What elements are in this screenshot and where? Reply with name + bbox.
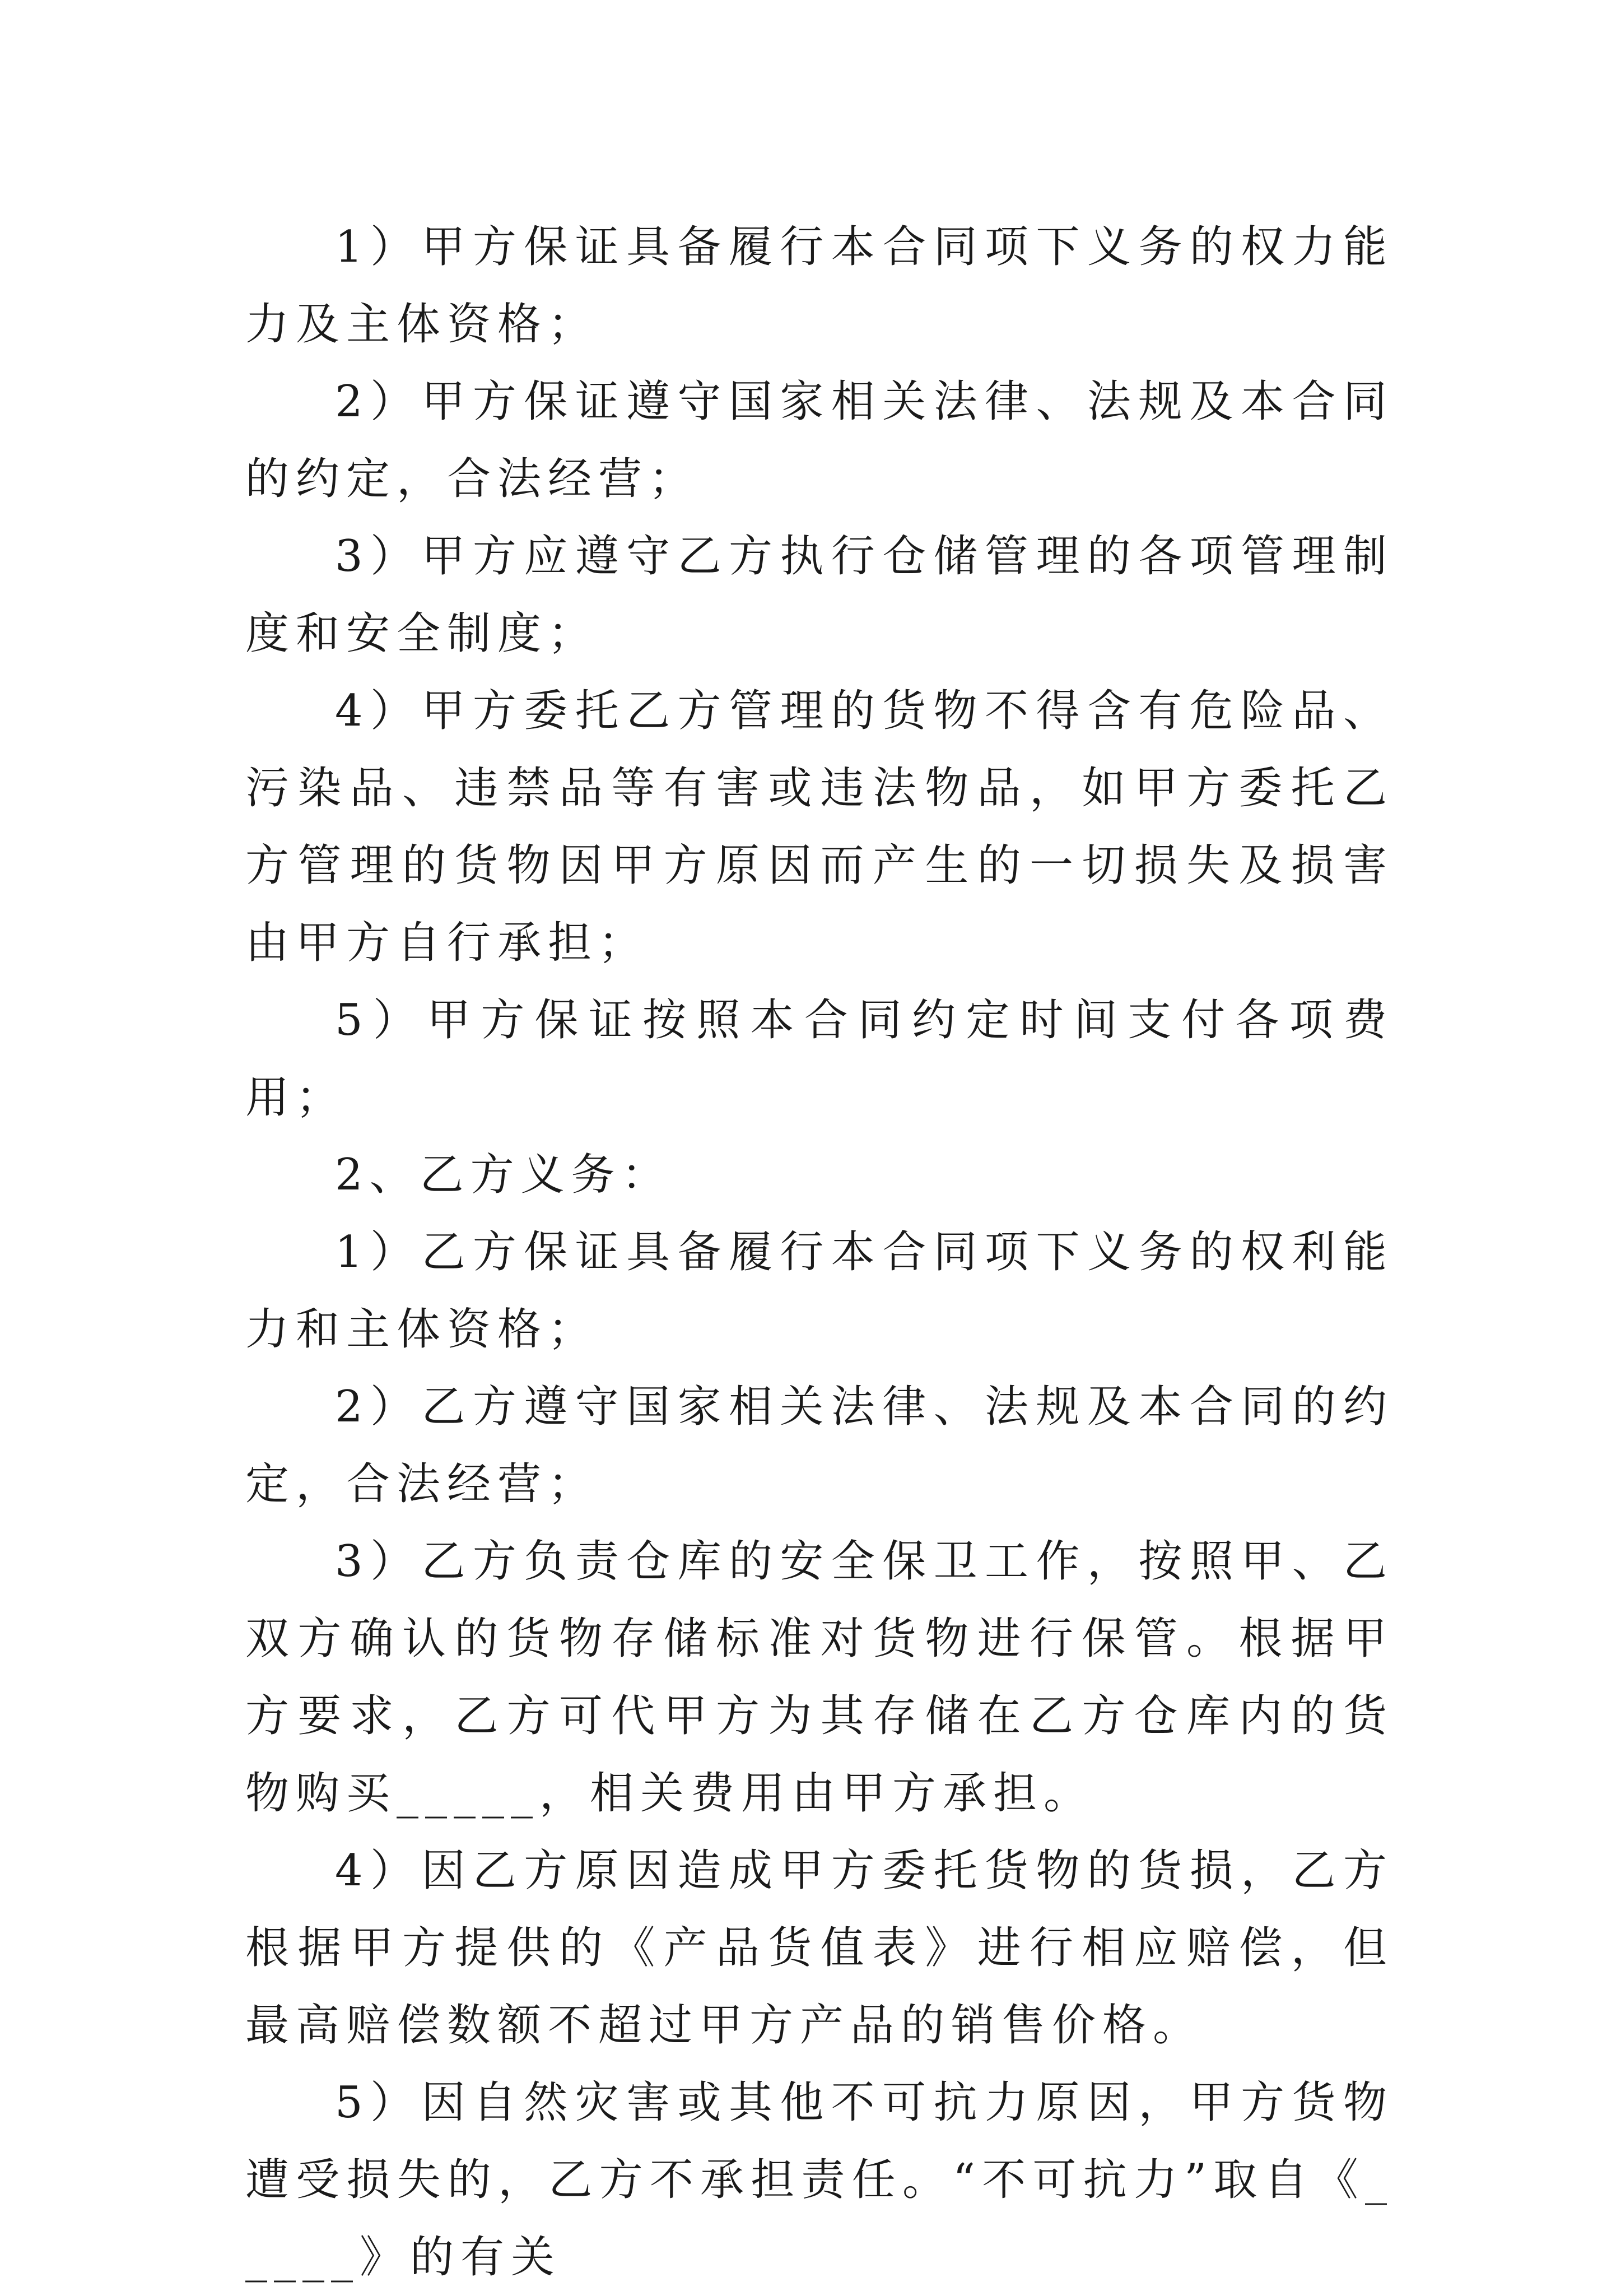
paragraph-party-b-1: 1）乙方保证具备履行本合同项下义务的权利能力和主体资格； — [245, 1227, 1394, 1355]
paragraph-party-a-4: 4）甲方委托乙方管理的货物不得含有危险品、污染品、违禁品等有害或违法物品，如甲方委托乙方管理的货物因甲方原因而产生的一切损失及损害由甲方自行承担； — [245, 686, 1394, 968]
paragraph-party-a-3: 3）甲方应遵守乙方执行仓储管理的各项管理制度和安全制度； — [245, 531, 1394, 659]
paragraph-party-b-4: 4）因乙方原因造成甲方委托货物的货损，乙方根据甲方提供的《产品货值表》进行相应赔偿，但最高赔偿数额不超过甲方产品的销售价格。 — [245, 1846, 1394, 2051]
paragraph-party-a-1: 1）甲方保证具备履行本合同项下义务的权力能力及主体资格； — [245, 222, 1394, 350]
paragraph-party-a-2: 2）甲方保证遵守国家相关法律、法规及本合同的约定，合法经营； — [245, 377, 1394, 504]
paragraph-party-b-2: 2）乙方遵守国家相关法律、法规及本合同的约定，合法经营； — [245, 1382, 1394, 1509]
paragraph-party-a-5: 5）甲方保证按照本合同约定时间支付各项费用； — [245, 995, 1394, 1123]
section-heading-party-b: 2、乙方义务： — [335, 1150, 672, 1200]
document-body — [245, 208, 1394, 2296]
paragraph-party-b-5: 5）因自然灾害或其他不可抗力原因，甲方货物遭受损失的，乙方不承担责任。“不可抗力”取自《_____》的有关 — [245, 2077, 1394, 2283]
paragraph-party-b-3: 3）乙方负责仓库的安全保卫工作，按照甲、乙双方确认的货物存储标准对货物进行保管。根据甲方要求，乙方可代甲方为其存储在乙方仓库内的货物购买_____，相关费用由甲方承担。 — [245, 1536, 1394, 1819]
